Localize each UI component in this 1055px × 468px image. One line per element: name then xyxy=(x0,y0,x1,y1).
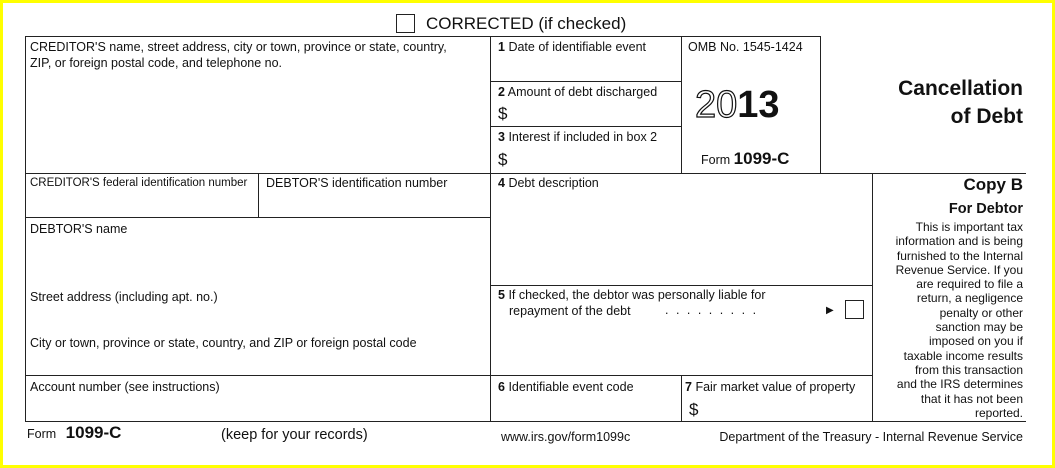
copy-notice-line: furnished to the Internal xyxy=(896,248,1023,263)
box4-number: 4 xyxy=(498,176,505,190)
street-address-label: Street address (including apt. no.) xyxy=(30,290,218,304)
footer-form-prefix: Form xyxy=(27,427,57,441)
copy-title: Copy B xyxy=(963,175,1023,194)
creditor-tin-label: CREDITOR'S federal identification number xyxy=(30,177,248,189)
copy-notice-line: reported. xyxy=(974,405,1023,420)
city-label: City or town, province or state, country, and ZIP or foreign postal code xyxy=(30,336,417,350)
box1-number: 1 xyxy=(498,40,505,54)
box7-label xyxy=(685,380,855,394)
box6-text: Identifiable event code xyxy=(508,380,634,394)
copy-notice-line: sanction may be xyxy=(935,320,1023,335)
box5-number: 5 xyxy=(498,288,505,302)
box4-text: Debt description xyxy=(508,176,599,190)
rule xyxy=(681,36,682,174)
copy-notice-line: from this transaction xyxy=(914,362,1023,377)
box6-label xyxy=(498,380,634,394)
creditor-name-label-2: ZIP, or foreign postal code, and telephone no. xyxy=(30,56,283,70)
omb-number: OMB No. 1545-1424 xyxy=(688,40,803,54)
form-name: 1099-C xyxy=(733,149,790,168)
tax-year-prefix: 20 xyxy=(695,84,738,126)
box2-text: Amount of debt discharged xyxy=(507,85,658,99)
rule xyxy=(25,375,873,376)
copy-notice-line: that it has not been xyxy=(920,391,1023,406)
box2-number: 2 xyxy=(498,85,505,99)
box5-leader-dots: . . . . . . . . . xyxy=(665,303,759,317)
copy-notice-line: are required to file a xyxy=(916,277,1023,292)
box5-label xyxy=(498,288,766,302)
corrected-label: CORRECTED (if checked) xyxy=(426,14,627,33)
debtor-tin-label: DEBTOR'S identification number xyxy=(266,176,448,190)
rule xyxy=(25,36,821,37)
copy-notice-line: return, a negligence xyxy=(916,291,1023,306)
rule xyxy=(490,36,491,422)
box3-number: 3 xyxy=(498,130,505,144)
copy-notice-line: Revenue Service. If you xyxy=(895,262,1023,277)
rule xyxy=(820,36,821,174)
box3-text: Interest if included in box 2 xyxy=(508,130,658,144)
rule xyxy=(490,81,681,82)
rule xyxy=(25,36,26,422)
copy-notice-line: information and is being xyxy=(895,234,1023,249)
box1-label xyxy=(498,40,646,54)
debtor-name-label: DEBTOR'S name xyxy=(30,222,128,236)
rule xyxy=(681,375,682,422)
form-id-top xyxy=(701,149,790,168)
account-number-label: Account number (see instructions) xyxy=(30,380,220,394)
rule xyxy=(25,421,1026,422)
box4-label xyxy=(498,176,599,190)
footer-department: Department of the Treasury - Internal Revenue Service xyxy=(719,430,1023,444)
box7-number: 7 xyxy=(685,380,692,394)
rule xyxy=(490,126,681,127)
creditor-name-label: CREDITOR'S name, street address, city or town, province or state, country, xyxy=(30,40,447,54)
copy-notice-line: taxable income results xyxy=(903,348,1023,363)
form-title-2: of Debt xyxy=(950,105,1023,128)
copy-notice-line: This is important tax xyxy=(915,220,1023,234)
form-title: Cancellation xyxy=(898,77,1023,100)
box5-checkbox[interactable] xyxy=(845,300,864,319)
rule xyxy=(258,173,259,218)
copy-notice-line: imposed on you if xyxy=(928,334,1023,349)
footer-form-name: 1099-C xyxy=(65,423,122,442)
box6-number: 6 xyxy=(498,380,505,394)
copy-notice-line: and the IRS determines xyxy=(896,377,1023,392)
tax-year-suffix: 13 xyxy=(737,84,780,126)
form-1099c xyxy=(3,3,1052,465)
form-prefix: Form xyxy=(701,153,731,167)
box5-arrow-icon: ▶ xyxy=(826,305,834,316)
rule xyxy=(490,285,873,286)
box5-text: If checked, the debtor was personally liable for xyxy=(508,288,766,302)
box5-label-2: repayment of the debt xyxy=(509,304,631,318)
box1-text: Date of identifiable event xyxy=(508,40,647,54)
footer-url[interactable]: www.irs.gov/form1099c xyxy=(501,430,631,444)
box7-dollar: $ xyxy=(689,400,699,419)
box2-label xyxy=(498,85,657,99)
box2-dollar: $ xyxy=(498,104,508,123)
box3-dollar: $ xyxy=(498,150,508,169)
copy-subtitle: For Debtor xyxy=(948,201,1023,217)
box7-text: Fair market value of property xyxy=(695,380,856,394)
footer-keep-note: (keep for your records) xyxy=(221,427,368,443)
corrected-checkbox[interactable] xyxy=(396,14,415,33)
copy-notice xyxy=(863,220,1023,420)
footer-form-id xyxy=(27,423,122,442)
tax-year xyxy=(695,83,780,127)
copy-notice-line: penalty or other xyxy=(939,305,1023,320)
box3-label xyxy=(498,130,657,144)
rule xyxy=(25,173,1026,174)
